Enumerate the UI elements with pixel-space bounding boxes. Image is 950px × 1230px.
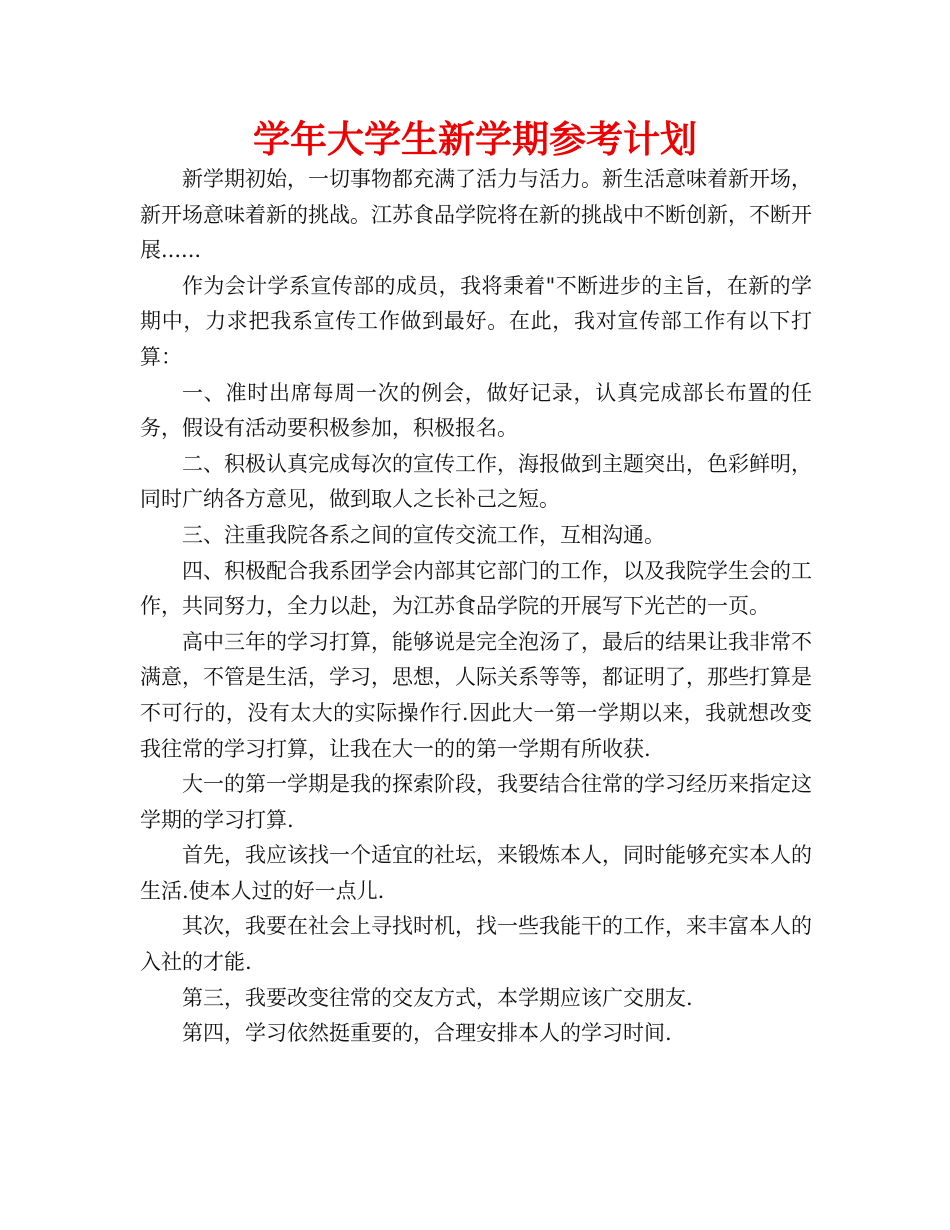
paragraph: 一、准时出席每周一次的例会，做好记录，认真完成部长布置的任务，假设有活动要积极参加，积极报名。 [140,380,812,441]
paragraph: 三、注重我院各系之间的宣传交流工作，互相沟通。 [182,522,665,547]
paragraph: 二、积极认真完成每次的宣传工作，海报做到主题突出，色彩鲜明，同时广纳各方意见，做到取人之长补己之短。 [140,451,812,512]
paragraph: 第四，学习依然挺重要的，合理安排本人的学习时间. [182,1021,672,1046]
paragraph: 新学期初始，一切事物都充满了活力与活力。新生活意味着新开场，新开场意味着新的挑战。江苏食品学院将在新的挑战中不断创新，不断开展...... [140,167,812,263]
paragraph: 其次，我要在社会上寻找时机，找一些我能干的工作，来丰富本人的入社的才能. [140,914,812,975]
paragraph: 大一的第一学期是我的探索阶段，我要结合往常的学习经历来指定这学期的学习打算. [140,772,812,832]
paragraph: 首先，我应该找一个适宜的社坛，来锻炼本人，同时能够充实本人的生活.使本人过的好一点儿. [140,843,812,903]
paragraph: 第三，我要改变往常的交友方式，本学期应该广交朋友. [182,985,693,1010]
document-title: 学年大学生新学期参考计划 [253,118,697,161]
paragraph: 作为会计学系宣传部的成员，我将秉着"不断进步的主旨，在新的学期中，力求把我系宣传工作做到最好。在此，我对宣传部工作有以下打算： [140,273,812,369]
paragraph: 高中三年的学习打算，能够说是完全泡汤了，最后的结果让我非常不满意，不管是生活，学习，思想，人际关系等等，都证明了，那些打算是不可行的，没有太大的实际操作行.因此大一第一学期以来，我就想改变我往常的学习打算，让我在大一的的第一学期有所收获. [140,629,812,761]
document-body [140,162,812,1052]
paragraph: 四、积极配合我系团学会内部其它部门的工作，以及我院学生会的工作，共同努力，全力以赴，为江苏食品学院的开展写下光芒的一页。 [140,558,812,619]
